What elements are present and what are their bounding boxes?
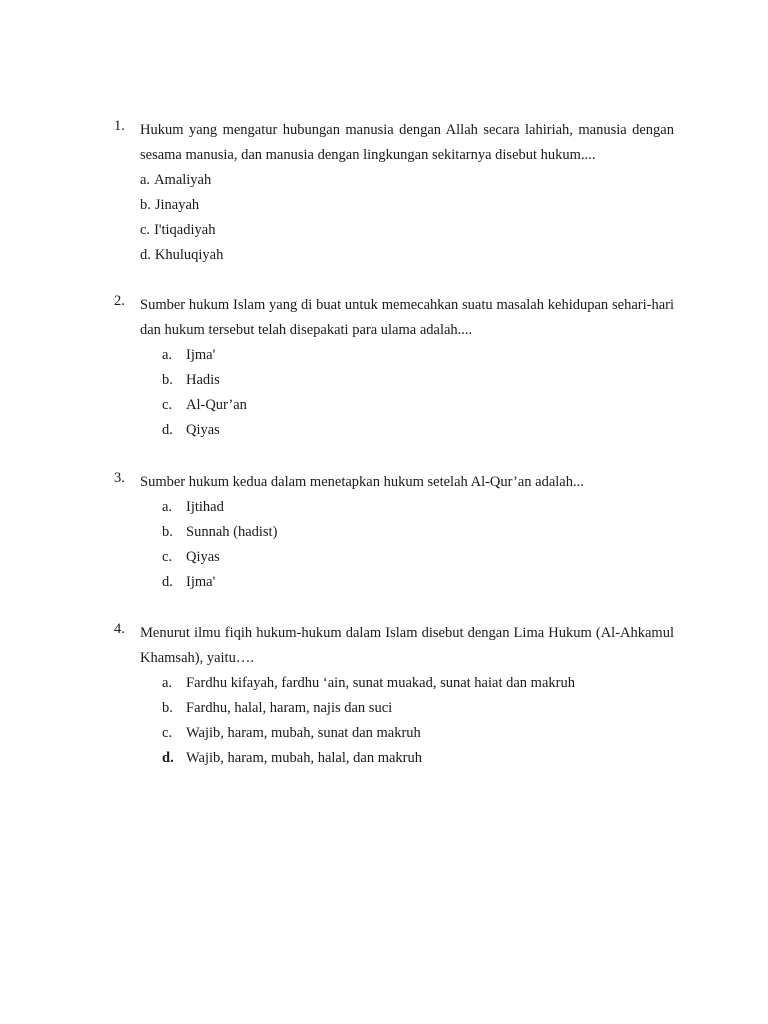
option-letter: d. xyxy=(162,750,174,766)
question-3 xyxy=(114,470,674,595)
option-text: Khuluqiyah xyxy=(154,247,224,263)
option-c xyxy=(140,218,674,243)
option-letter: d. xyxy=(162,422,173,438)
option-c xyxy=(162,545,674,570)
option-text: Hadis xyxy=(186,372,220,388)
option-text: Fardhu, halal, haram, najis dan suci xyxy=(186,700,393,716)
question-number: 2. xyxy=(114,293,125,309)
option-text: Jinayah xyxy=(154,197,200,213)
option-letter: a. xyxy=(140,172,151,188)
options-list xyxy=(162,495,674,595)
option-letter: c. xyxy=(162,549,173,565)
option-letter: a. xyxy=(162,499,173,515)
option-b xyxy=(140,193,674,218)
question-number: 3. xyxy=(114,470,125,486)
question-1 xyxy=(114,118,674,268)
option-a xyxy=(162,495,674,520)
option-letter: c. xyxy=(140,222,151,238)
option-text: Amaliyah xyxy=(154,172,212,188)
option-d xyxy=(162,570,674,595)
option-letter: a. xyxy=(162,675,173,691)
options-list xyxy=(140,168,674,268)
option-text: Fardhu kifayah, fardhu ‘ain, sunat muakad, sunat haiat dan makruh xyxy=(186,675,575,691)
options-list xyxy=(162,343,674,443)
option-letter: d. xyxy=(140,247,151,263)
option-text: Qiyas xyxy=(186,549,220,565)
option-letter: b. xyxy=(162,700,173,716)
question-text: Menurut ilmu fiqih hukum-hukum dalam Islam disebut dengan Lima Hukum (Al-Ahkamul Khamsah), yaitu…. xyxy=(140,625,674,666)
option-a xyxy=(140,168,674,193)
option-d xyxy=(140,243,674,268)
question-text: Sumber hukum Islam yang di buat untuk memecahkan suatu masalah kehidupan sehari-hari dan hukum tersebut telah disepakati para ulama adalah.... xyxy=(140,297,674,338)
option-letter: b. xyxy=(162,524,173,540)
option-text: Ijma' xyxy=(186,574,216,590)
option-text: Qiyas xyxy=(186,422,220,438)
option-b xyxy=(162,368,674,393)
option-c xyxy=(162,393,674,418)
option-letter: c. xyxy=(162,725,173,741)
option-text: Al-Qur’an xyxy=(186,397,247,413)
option-text: Ijma' xyxy=(186,347,216,363)
option-d xyxy=(162,746,674,771)
question-2 xyxy=(114,293,674,443)
option-letter: a. xyxy=(162,347,173,363)
option-letter: d. xyxy=(162,574,173,590)
option-text: Ijtihad xyxy=(186,499,224,515)
option-b xyxy=(162,520,674,545)
option-a xyxy=(162,671,674,696)
options-list xyxy=(162,671,674,771)
option-c xyxy=(162,721,674,746)
option-a xyxy=(162,343,674,368)
option-d xyxy=(162,418,674,443)
question-4 xyxy=(114,621,674,771)
option-text: Sunnah (hadist) xyxy=(186,524,278,540)
question-text: Hukum yang mengatur hubungan manusia dengan Allah secara lahiriah, manusia dengan sesama manusia, dan manusia dengan lingkungan sekitarnya disebut hukum.... xyxy=(140,122,674,163)
option-b xyxy=(162,696,674,721)
question-number: 4. xyxy=(114,621,125,637)
question-text: Sumber hukum kedua dalam menetapkan hukum setelah Al-Qur’an adalah... xyxy=(140,474,584,490)
option-text: I'tiqadiyah xyxy=(154,222,216,238)
option-letter: b. xyxy=(162,372,173,388)
question-number: 1. xyxy=(114,118,125,134)
option-text: Wajib, haram, mubah, halal, dan makruh xyxy=(186,750,422,766)
option-letter: c. xyxy=(162,397,173,413)
option-letter: b. xyxy=(140,197,151,213)
option-text: Wajib, haram, mubah, sunat dan makruh xyxy=(186,725,421,741)
